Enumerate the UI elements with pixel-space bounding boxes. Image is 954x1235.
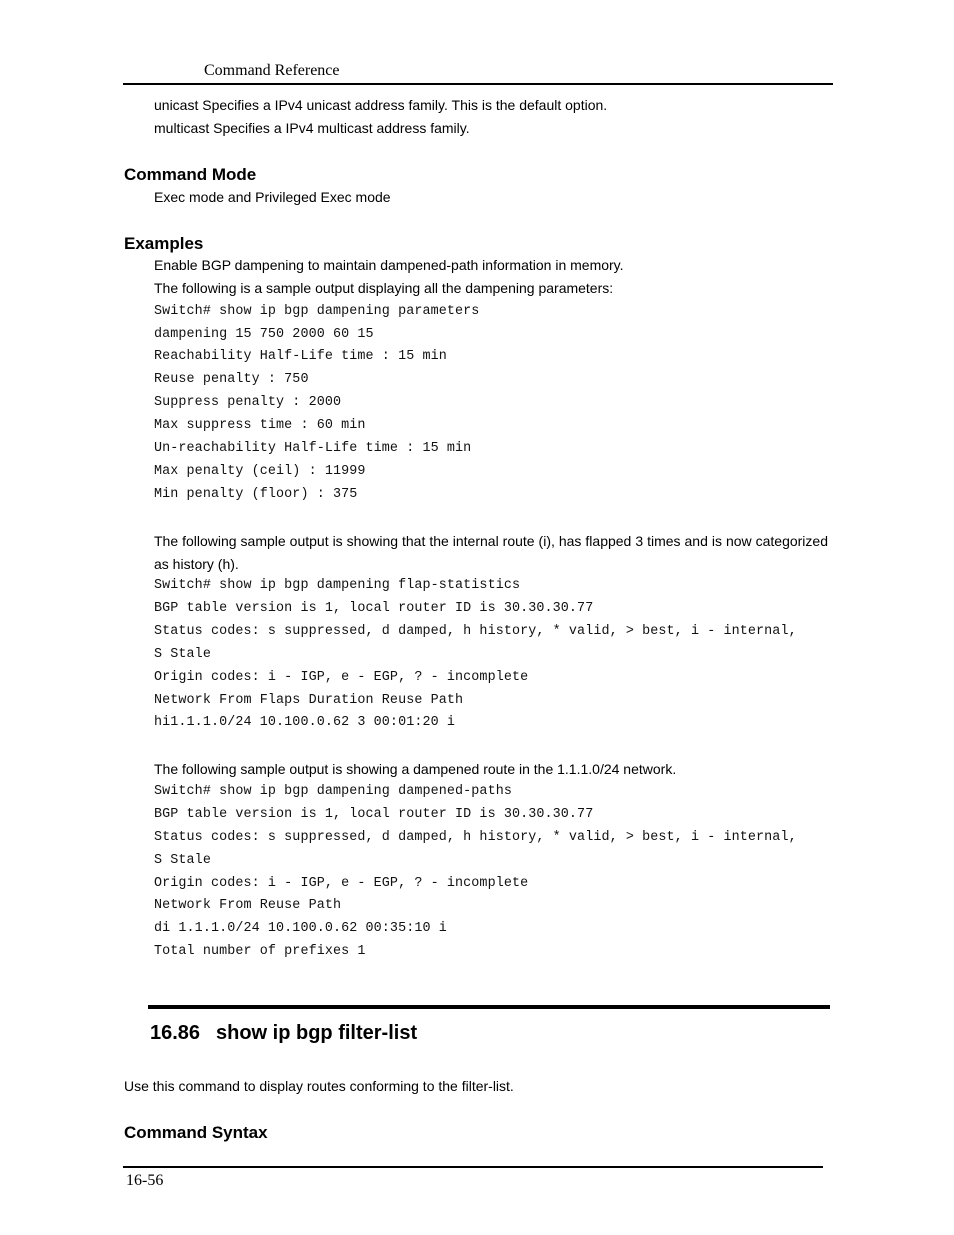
flap-statistics-description: The following sample output is showing that the internal route (i), has flapped 3 times and is now categorized as history (h). [154, 533, 828, 572]
command-mode-heading: Command Mode [124, 165, 257, 184]
code-line: S Stale [154, 647, 211, 662]
code-line: Origin codes: i - IGP, e - EGP, ? - incomplete [154, 876, 529, 891]
code-line: Suppress penalty : 2000 [154, 395, 342, 410]
code-line: Network From Flaps Duration Reuse Path [154, 693, 464, 708]
footer-rule [123, 1166, 823, 1168]
code-line: dampening 15 750 2000 60 15 [154, 327, 374, 342]
code-line: Max penalty (ceil) : 11999 [154, 464, 366, 479]
code-line: Reuse penalty : 750 [154, 372, 309, 387]
code-line: Switch# show ip bgp dampening dampened-paths [154, 784, 512, 799]
code-line: Network From Reuse Path [154, 898, 342, 913]
param-multicast: multicast Specifies a IPv4 multicast address family. [154, 120, 470, 136]
dampened-paths-description: The following sample output is showing a dampened route in the 1.1.1.0/24 network. [154, 761, 677, 777]
page-number: 16-56 [126, 1172, 164, 1189]
code-line: hi1.1.1.0/24 10.100.0.62 3 00:01:20 i [154, 715, 456, 730]
section-rule [148, 1005, 830, 1009]
command-mode-text: Exec mode and Privileged Exec mode [154, 189, 391, 205]
code-line: Max suppress time : 60 min [154, 418, 366, 433]
examples-heading: Examples [124, 234, 204, 253]
section-title: show ip bgp filter-list [216, 1022, 418, 1044]
examples-intro-2: The following is a sample output displaying all the dampening parameters: [154, 280, 614, 296]
code-line: Min penalty (floor) : 375 [154, 487, 358, 502]
examples-intro-1: Enable BGP dampening to maintain dampened-path information in memory. [154, 257, 624, 273]
param-unicast: unicast Specifies a IPv4 unicast address family. This is the default option. [154, 97, 608, 113]
code-line: Origin codes: i - IGP, e - EGP, ? - incomplete [154, 670, 529, 685]
page-header-title: Command Reference [204, 62, 340, 79]
section-description: Use this command to display routes conforming to the filter-list. [124, 1078, 514, 1094]
code-line: Status codes: s suppressed, d damped, h history, * valid, > best, i - internal, [154, 830, 797, 845]
code-line: S Stale [154, 853, 211, 868]
code-line: BGP table version is 1, local router ID is 30.30.30.77 [154, 601, 594, 616]
code-line: BGP table version is 1, local router ID is 30.30.30.77 [154, 807, 594, 822]
code-line: Total number of prefixes 1 [154, 944, 366, 959]
command-syntax-heading: Command Syntax [124, 1123, 268, 1142]
code-line: di 1.1.1.0/24 10.100.0.62 00:35:10 i [154, 921, 447, 936]
code-line: Switch# show ip bgp dampening parameters [154, 304, 480, 319]
code-line: Switch# show ip bgp dampening flap-statistics [154, 578, 521, 593]
code-line: Un-reachability Half-Life time : 15 min [154, 441, 472, 456]
code-line: Status codes: s suppressed, d damped, h history, * valid, > best, i - internal, [154, 624, 797, 639]
code-line: Reachability Half-Life time : 15 min [154, 349, 447, 364]
section-number: 16.86 [150, 1022, 201, 1044]
header-rule [123, 83, 833, 85]
